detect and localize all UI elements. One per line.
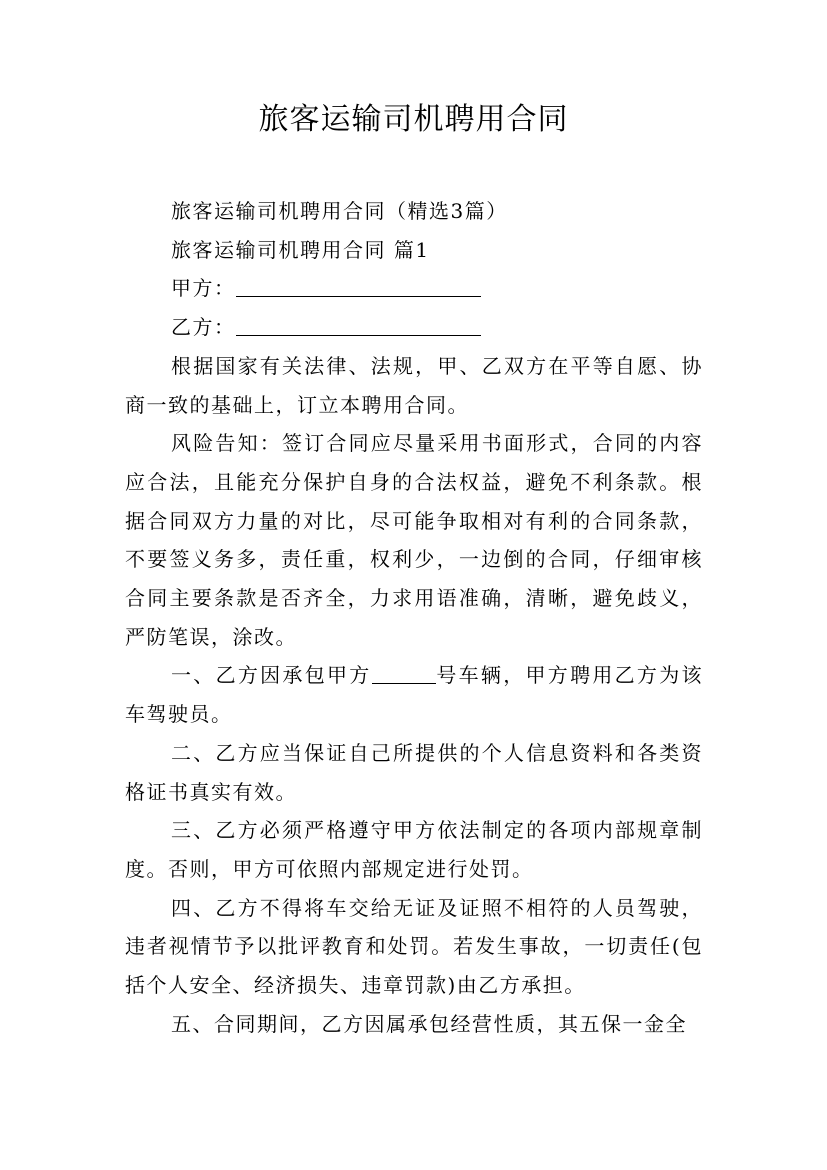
risk-notice-paragraph: 风险告知：签订合同应尽量采用书面形式，合同的内容应合法，且能充分保护自身的合法权益，避免不利条款。根据合同双方力量的对比，尽可能争取相对有利的合同条款，不要签义务多，责任重，权利少，一边倒的合同，仔细审核合同主要条款是否齐全，力求用语准确，清晰，避免歧义，严防笔误，涂改。 (125, 431, 703, 649)
preamble-paragraph: 根据国家有关法律、法规，甲、乙双方在平等自愿、协商一致的基础上，订立本聘用合同。 (125, 353, 703, 417)
clause-4-paragraph: 四、乙方不得将车交给无证及证照不相符的人员驾驶，违者视情节予以批评教育和处罚。若发生事故，一切责任(包括个人安全、经济损失、违章罚款)由乙方承担。 (125, 895, 703, 998)
party-b-line (125, 308, 703, 347)
clause-2-paragraph: 二、乙方应当保证自己所提供的个人信息资料和各类资格证书真实有效。 (125, 740, 703, 804)
document-body (125, 192, 703, 1043)
party-a-blank-field (236, 274, 481, 297)
party-a-label: 甲方： (171, 276, 236, 301)
clause-1-paragraph (125, 656, 703, 733)
section-heading: 旅客运输司机聘用合同 篇1 (171, 237, 430, 262)
clause-3-paragraph: 三、乙方必须严格遵守甲方依法制定的各项内部规章制度。否则，甲方可依照内部规定进行处罚。 (125, 818, 703, 881)
clause-1-text-before: 一、乙方因承包甲方 (171, 663, 372, 688)
party-a-line (125, 269, 703, 308)
party-b-label: 乙方： (171, 315, 236, 340)
document-title: 旅客运输司机聘用合同 (258, 102, 569, 137)
clause-1-text-after: 号车辆，甲方聘用乙方为该车驾驶员。 (125, 663, 704, 727)
vehicle-number-blank-field (372, 661, 436, 684)
clause-5-paragraph: 五、合同期间，乙方因属承包经营性质，其五保一金全 (171, 1011, 687, 1036)
subtitle-paragraph: 旅客运输司机聘用合同（精选3篇） (171, 199, 508, 223)
party-b-blank-field (236, 313, 481, 336)
